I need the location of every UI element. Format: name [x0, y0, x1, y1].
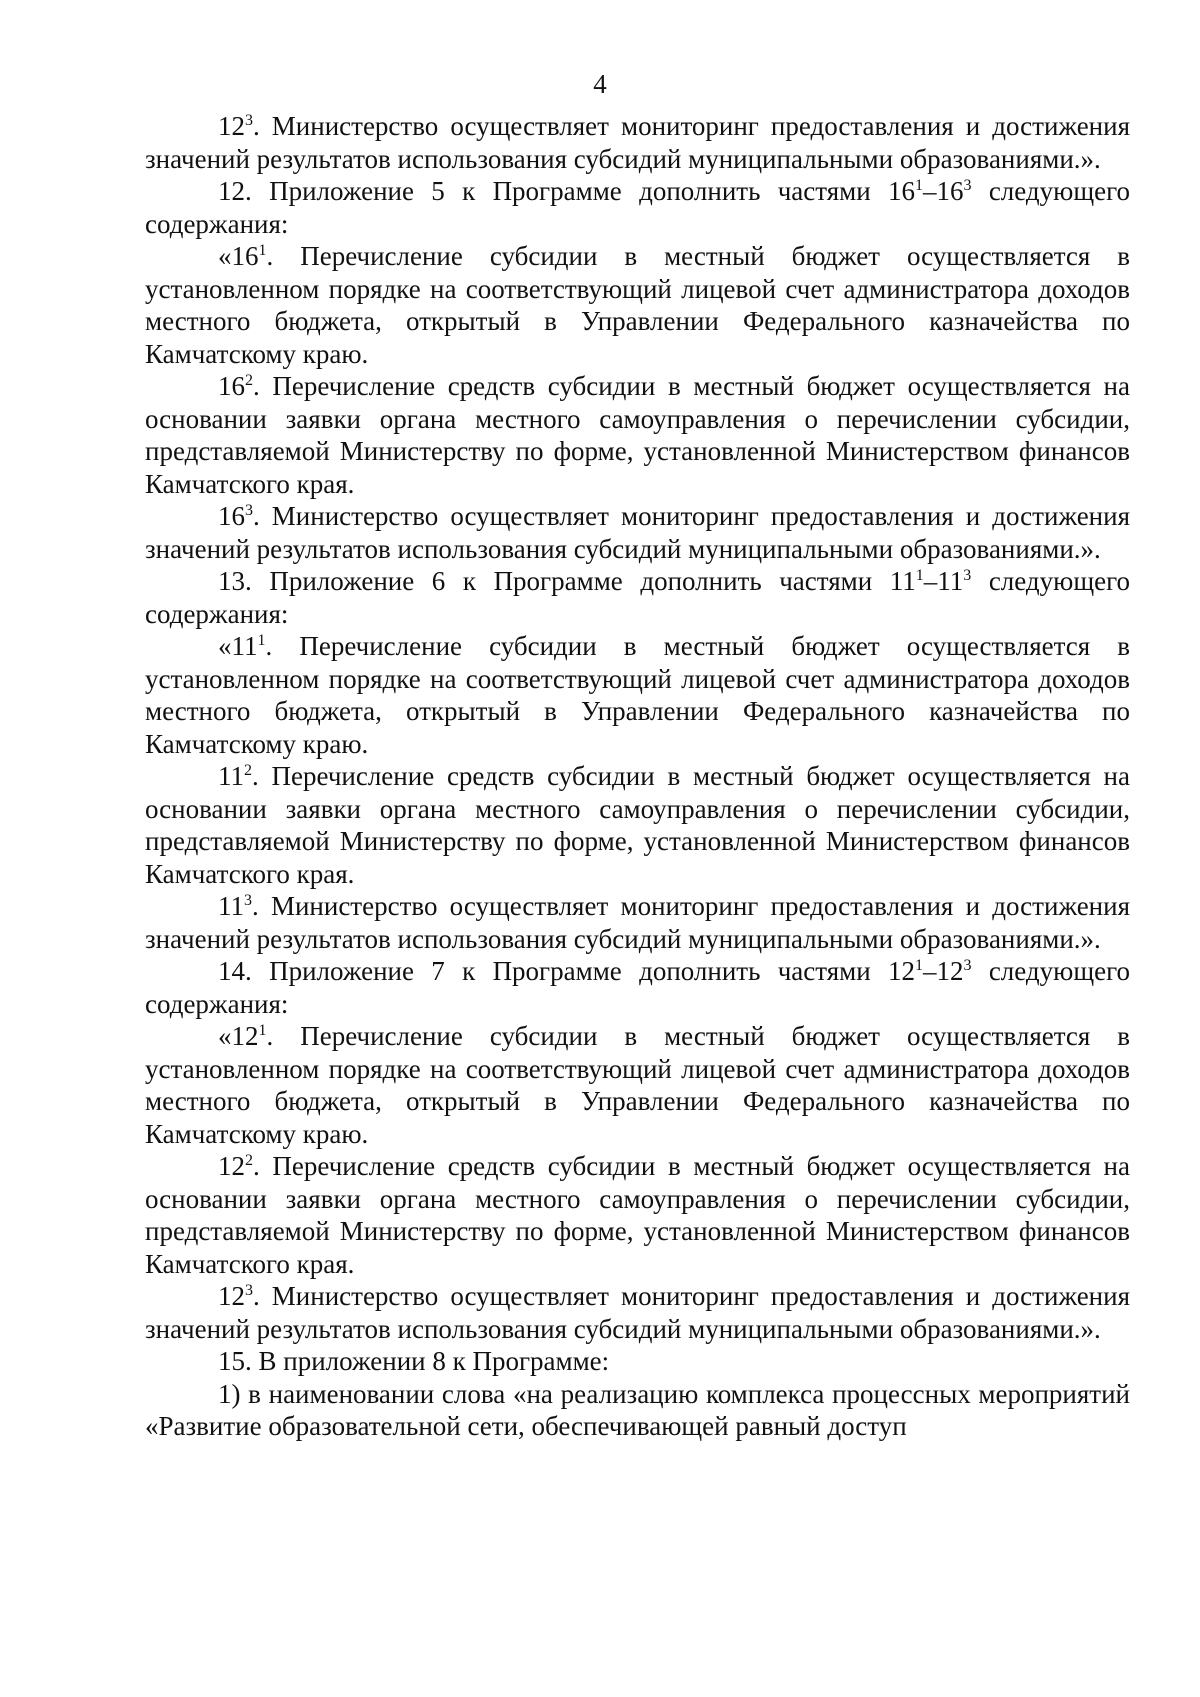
paragraph-text: . Министерство осуществляет мониторинг предоставления и достижения значений результатов использования субсидий муниципальными образованиями.».	[145, 1281, 1130, 1344]
clause-number: 11	[218, 761, 244, 791]
paragraph-subitem-1: 1) в наименовании слова «на реализацию комплекса процессных мероприятий «Развитие образовательной сети, обеспечивающей равный доступ	[145, 1378, 1130, 1441]
clause-superscript: 1	[258, 1022, 267, 1039]
range-start-superscript: 1	[915, 177, 923, 194]
paragraph-text: . Перечисление субсидии в местный бюджет осуществляется в установленном порядке на соответствующий лицевой счет администратора доходов местного бюджета, открытый в Управлении Федерального казначейства по Камчатскому краю.	[145, 631, 1130, 759]
document-body	[145, 110, 1130, 1443]
paragraph-item-15: 15. В приложении 8 к Программе:	[218, 1346, 610, 1376]
paragraph-item-14	[145, 955, 1130, 1020]
paragraph-text: 12. Приложение 5 к Программе дополнить частями 16	[218, 176, 915, 206]
clause-number: 16	[218, 501, 245, 531]
paragraph-11-2	[145, 760, 1130, 890]
paragraph-16-2	[145, 370, 1130, 500]
paragraph-11-1	[145, 630, 1130, 760]
clause-number: 11	[218, 891, 244, 921]
clause-superscript: 2	[244, 762, 252, 779]
range-end-superscript: 3	[963, 567, 972, 584]
paragraph-16-1	[145, 240, 1130, 370]
paragraph-text: 14. Приложение 7 к Программе дополнить частями 12	[218, 956, 915, 986]
clause-number: 12	[218, 1281, 245, 1311]
paragraph-text: следующего содержания:	[145, 956, 1130, 1019]
paragraph-text: . Перечисление субсидии в местный бюджет осуществляется в установленном порядке на соответствующий лицевой счет администратора доходов местного бюджета, открытый в Управлении Федерального казначейства по Камчатскому краю.	[145, 241, 1130, 369]
paragraph-text: следующего содержания:	[145, 176, 1130, 239]
clause-superscript: 3	[244, 892, 252, 909]
range-end-superscript: 3	[963, 177, 972, 194]
clause-superscript: 1	[257, 632, 266, 649]
paragraph-text: . Перечисление средств субсидии в местный бюджет осуществляется на основании заявки органа местного самоуправления о перечислении субсидии, представляемой Министерству по форме, установленной Министерством финансов Камчатского края.	[145, 371, 1130, 499]
paragraph-12-3b	[145, 1280, 1130, 1345]
clause-number: «12	[218, 1021, 259, 1051]
paragraph-text: . Министерство осуществляет мониторинг предоставления и достижения значений результатов использования субсидий муниципальными образованиями.».	[145, 111, 1130, 174]
paragraph-text: . Перечисление средств субсидии в местный бюджет осуществляется на основании заявки органа местного самоуправления о перечислении субсидии, представляемой Министерству по форме, установленной Министерством финансов Камчатского края.	[145, 1151, 1130, 1279]
clause-superscript: 3	[245, 112, 253, 129]
clause-number: 16	[218, 371, 245, 401]
clause-superscript: 2	[245, 372, 253, 389]
paragraph-item-13	[145, 565, 1130, 630]
paragraph-16-3	[145, 500, 1130, 565]
paragraph-text: . Министерство осуществляет мониторинг предоставления и достижения значений результатов использования субсидий муниципальными образованиями.».	[145, 501, 1130, 564]
range-start-superscript: 1	[915, 957, 923, 974]
clause-number: «16	[218, 241, 259, 271]
paragraph-12-2	[145, 1150, 1130, 1280]
clause-superscript: 1	[258, 242, 267, 259]
paragraph-12-3	[145, 110, 1130, 175]
paragraph-11-3	[145, 890, 1130, 955]
clause-number: 12	[218, 1151, 245, 1181]
clause-superscript: 3	[245, 502, 253, 519]
range-end-number: –11	[923, 566, 964, 596]
clause-number: «11	[218, 631, 258, 661]
paragraph-item-12	[145, 175, 1130, 240]
range-end-number: –16	[923, 176, 964, 206]
paragraph-text: . Перечисление субсидии в местный бюджет осуществляется в установленном порядке на соответствующий лицевой счет администратора доходов местного бюджета, открытый в Управлении Федерального казначейства по Камчатскому краю.	[145, 1021, 1130, 1149]
clause-superscript: 3	[245, 1282, 253, 1299]
paragraph-text: следующего содержания:	[145, 566, 1130, 629]
range-end-superscript: 3	[963, 957, 972, 974]
clause-superscript: 2	[245, 1152, 253, 1169]
page-number: 4	[593, 69, 607, 99]
paragraph-12-1	[145, 1020, 1130, 1150]
paragraph-text: . Министерство осуществляет мониторинг предоставления и достижения значений результатов использования субсидий муниципальными образованиями.».	[145, 891, 1130, 954]
clause-number: 12	[218, 111, 245, 141]
range-end-number: –12	[923, 956, 964, 986]
range-start-superscript: 1	[915, 567, 924, 584]
paragraph-text: 13. Приложение 6 к Программе дополнить частями 11	[218, 566, 916, 596]
paragraph-text: . Перечисление средств субсидии в местный бюджет осуществляется на основании заявки органа местного самоуправления о перечислении субсидии, представляемой Министерству по форме, установленной Министерством финансов Камчатского края.	[145, 761, 1130, 889]
